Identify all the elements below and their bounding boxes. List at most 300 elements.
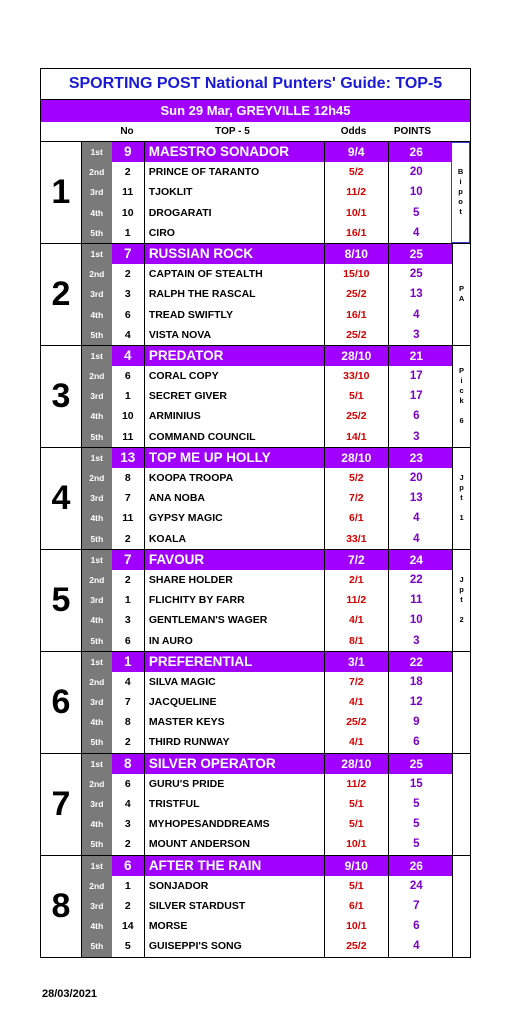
horse-name: KOOPA TROOPA xyxy=(148,472,234,484)
race-number: 6 xyxy=(41,652,82,753)
runner-number: 11 xyxy=(112,427,145,447)
horse-name: TREAD SWIFTLY xyxy=(148,308,234,321)
bet-type-letter: p xyxy=(458,187,463,197)
winner-row xyxy=(82,856,452,876)
runner-row xyxy=(82,406,452,426)
position-label: 3rd xyxy=(82,794,112,814)
points-value: 13 xyxy=(388,488,444,508)
runner-number: 13 xyxy=(112,448,145,468)
odds-value: 14/1 xyxy=(324,427,388,447)
odds-value: 7/2 xyxy=(324,550,388,570)
points-value: 26 xyxy=(388,142,444,162)
horse-name: GENTLEMAN'S WAGER xyxy=(148,614,268,627)
odds-value: 11/2 xyxy=(324,774,388,794)
horse-name: SONJADOR xyxy=(148,879,209,892)
horse-name: CAPTAIN OF STEALTH xyxy=(148,268,263,281)
horse-name: COMMAND COUNCIL xyxy=(148,430,256,443)
runner-row xyxy=(82,936,452,956)
odds-value: 15/10 xyxy=(324,264,388,284)
race-number: 1 xyxy=(41,142,82,243)
points-value: 24 xyxy=(388,876,444,896)
runner-number: 4 xyxy=(112,794,145,814)
odds-value: 7/2 xyxy=(324,672,388,692)
points-value: 5 xyxy=(388,794,444,814)
odds-value: 5/1 xyxy=(324,794,388,814)
odds-value: 4/1 xyxy=(324,692,388,712)
position-label: 4th xyxy=(82,610,112,630)
race-block xyxy=(41,652,470,754)
points-value: 25 xyxy=(388,754,444,774)
bet-type-label xyxy=(451,142,470,243)
race-number: 3 xyxy=(41,346,82,447)
horse-name: SILVER OPERATOR xyxy=(148,755,276,771)
race-number: 5 xyxy=(41,550,82,651)
runner-number: 10 xyxy=(112,203,145,223)
runner-row xyxy=(82,876,452,896)
horse-name: MORSE xyxy=(148,920,188,933)
runner-row xyxy=(82,814,452,834)
position-label: 5th xyxy=(82,936,112,956)
odds-value: 9/10 xyxy=(324,856,388,876)
runner-row xyxy=(82,916,452,936)
runner-number: 6 xyxy=(112,774,145,794)
horse-name: CIRO xyxy=(148,226,175,239)
position-label: 1st xyxy=(82,448,112,468)
bet-type-letter: c xyxy=(459,386,464,396)
horse-name: MASTER KEYS xyxy=(148,716,225,729)
odds-value: 5/1 xyxy=(324,876,388,896)
runner-number: 1 xyxy=(112,223,145,243)
horse-name: FLICHITY BY FARR xyxy=(148,594,245,607)
race-rows xyxy=(82,754,452,855)
runner-row xyxy=(82,732,452,752)
odds-value: 28/10 xyxy=(324,754,388,774)
position-label: 1st xyxy=(82,550,112,570)
runner-row xyxy=(82,529,452,549)
odds-value: 5/2 xyxy=(324,162,388,182)
odds-value: 5/1 xyxy=(324,386,388,406)
bet-type-letter: P xyxy=(459,284,465,294)
odds-value: 10/1 xyxy=(324,834,388,854)
position-label: 1st xyxy=(82,652,112,672)
position-label: 5th xyxy=(82,631,112,651)
runner-number: 3 xyxy=(112,610,145,630)
position-label: 5th xyxy=(82,325,112,345)
points-value: 13 xyxy=(388,284,444,304)
odds-value: 11/2 xyxy=(324,182,388,202)
horse-name: SHARE HOLDER xyxy=(148,573,233,586)
points-value: 9 xyxy=(388,712,444,732)
position-label: 1st xyxy=(82,244,112,264)
race-block xyxy=(41,550,470,652)
position-label: 5th xyxy=(82,529,112,549)
position-label: 1st xyxy=(82,856,112,876)
horse-name: PREFERENTIAL xyxy=(148,653,253,669)
bet-type-letter: P xyxy=(459,366,465,376)
column-header-row xyxy=(41,122,470,142)
runner-number: 2 xyxy=(112,834,145,854)
horse-name: KOALA xyxy=(148,532,187,545)
points-value: 12 xyxy=(388,692,444,712)
runner-number: 1 xyxy=(112,652,145,672)
bet-type-letter: J xyxy=(459,473,464,483)
points-value: 4 xyxy=(388,223,444,243)
runner-number: 2 xyxy=(112,162,145,182)
points-value: 21 xyxy=(388,346,444,366)
horse-name: THIRD RUNWAY xyxy=(148,736,230,749)
runner-number: 6 xyxy=(112,856,145,876)
position-label: 3rd xyxy=(82,284,112,304)
horse-name: MYHOPESANDDREAMS xyxy=(148,818,270,831)
odds-value: 3/1 xyxy=(324,652,388,672)
bet-type-label xyxy=(452,652,470,753)
points-value: 4 xyxy=(388,508,444,528)
points-value: 10 xyxy=(388,182,444,202)
header-points: POINTS xyxy=(393,126,432,137)
points-value: 6 xyxy=(388,406,444,426)
race-rows xyxy=(82,856,452,957)
runner-number: 8 xyxy=(112,712,145,732)
runner-row xyxy=(82,590,452,610)
odds-value: 9/4 xyxy=(324,142,388,162)
race-rows xyxy=(82,550,452,651)
points-value: 20 xyxy=(388,468,444,488)
horse-name: AFTER THE RAIN xyxy=(148,857,262,873)
odds-value: 4/1 xyxy=(324,732,388,752)
runner-number: 6 xyxy=(112,305,145,325)
runner-row xyxy=(82,631,452,651)
odds-value: 16/1 xyxy=(324,223,388,243)
bet-type-letter: i xyxy=(460,376,463,386)
position-label: 3rd xyxy=(82,590,112,610)
points-value: 4 xyxy=(388,529,444,549)
odds-value: 5/1 xyxy=(324,814,388,834)
runner-row xyxy=(82,794,452,814)
runner-row xyxy=(82,692,452,712)
runner-number: 6 xyxy=(112,631,145,651)
runner-number: 3 xyxy=(112,814,145,834)
position-label: 1st xyxy=(82,754,112,774)
winner-row xyxy=(82,142,451,162)
position-label: 2nd xyxy=(82,264,112,284)
runner-number: 7 xyxy=(112,692,145,712)
position-label: 4th xyxy=(82,406,112,426)
runner-row xyxy=(82,284,452,304)
runner-number: 9 xyxy=(112,142,145,162)
runner-number: 3 xyxy=(112,284,145,304)
runner-row xyxy=(82,182,451,202)
points-value: 11 xyxy=(388,590,444,610)
runner-row xyxy=(82,223,451,243)
race-block xyxy=(41,754,470,856)
race-rows xyxy=(82,652,452,753)
position-label: 3rd xyxy=(82,896,112,916)
horse-name: RALPH THE RASCAL xyxy=(148,288,256,301)
horse-name: CORAL COPY xyxy=(148,370,219,383)
bet-type-label xyxy=(452,754,470,855)
points-value: 20 xyxy=(388,162,444,182)
winner-row xyxy=(82,448,452,468)
horse-name: GYPSY MAGIC xyxy=(148,512,223,525)
odds-value: 10/1 xyxy=(324,916,388,936)
bet-type-letter: 1 xyxy=(459,513,464,523)
horse-name: DROGARATI xyxy=(148,206,212,219)
odds-value: 25/2 xyxy=(324,406,388,426)
odds-value: 6/1 xyxy=(324,896,388,916)
race-rows xyxy=(82,244,452,345)
odds-value: 8/1 xyxy=(324,631,388,651)
bet-type-label xyxy=(452,244,470,345)
runner-number: 4 xyxy=(112,346,145,366)
runner-row xyxy=(82,468,452,488)
bet-type-letter: J xyxy=(459,575,464,585)
odds-value: 25/2 xyxy=(324,712,388,732)
runner-number: 7 xyxy=(112,244,145,264)
punters-guide-sheet xyxy=(40,68,471,958)
position-label: 3rd xyxy=(82,488,112,508)
header-odds: Odds xyxy=(340,126,367,137)
odds-value: 28/10 xyxy=(324,346,388,366)
position-label: 4th xyxy=(82,916,112,936)
position-label: 3rd xyxy=(82,386,112,406)
horse-name: TOP ME UP HOLLY xyxy=(148,449,271,465)
points-value: 15 xyxy=(388,774,444,794)
position-label: 2nd xyxy=(82,468,112,488)
race-rows xyxy=(82,142,451,243)
odds-value: 33/1 xyxy=(324,529,388,549)
position-label: 5th xyxy=(82,834,112,854)
points-value: 6 xyxy=(388,916,444,936)
footer-date: 28/03/2021 xyxy=(42,988,98,1000)
horse-name: TJOKLIT xyxy=(148,186,193,199)
horse-name: JACQUELINE xyxy=(148,696,217,709)
odds-value: 33/10 xyxy=(324,366,388,386)
runner-row xyxy=(82,570,452,590)
odds-value: 8/10 xyxy=(324,244,388,264)
odds-value: 10/1 xyxy=(324,203,388,223)
runner-number: 4 xyxy=(112,325,145,345)
points-value: 18 xyxy=(388,672,444,692)
position-label: 1st xyxy=(82,346,112,366)
runner-row xyxy=(82,834,452,854)
runner-number: 10 xyxy=(112,406,145,426)
winner-row xyxy=(82,346,452,366)
position-label: 3rd xyxy=(82,692,112,712)
position-label: 2nd xyxy=(82,876,112,896)
horse-name: RUSSIAN ROCK xyxy=(148,245,254,261)
race-meeting-subtitle: Sun 29 Mar, GREYVILLE 12h45 xyxy=(41,100,470,122)
horse-name: MOUNT ANDERSON xyxy=(148,838,250,851)
odds-value: 25/2 xyxy=(324,284,388,304)
points-value: 22 xyxy=(388,652,444,672)
points-value: 3 xyxy=(388,325,444,345)
bet-type-letter: t xyxy=(459,207,462,217)
race-rows xyxy=(82,346,452,447)
odds-value: 25/2 xyxy=(324,936,388,956)
horse-name: SILVA MAGIC xyxy=(148,675,216,688)
runner-number: 7 xyxy=(112,550,145,570)
runner-number: 2 xyxy=(112,570,145,590)
horse-name: TRISTFUL xyxy=(148,798,200,810)
points-value: 5 xyxy=(388,834,444,854)
race-number: 8 xyxy=(41,856,82,957)
points-value: 10 xyxy=(388,610,444,630)
bet-type-letter: 6 xyxy=(459,416,464,426)
winner-row xyxy=(82,652,452,672)
position-label: 5th xyxy=(82,732,112,752)
bet-type-letter: B xyxy=(457,167,464,177)
position-label: 2nd xyxy=(82,366,112,386)
runner-row xyxy=(82,610,452,630)
runner-number: 1 xyxy=(112,386,145,406)
bet-type-letter: t xyxy=(460,493,463,503)
runner-number: 4 xyxy=(112,672,145,692)
runner-number: 1 xyxy=(112,590,145,610)
horse-name: ANA NOBA xyxy=(148,492,206,505)
race-block xyxy=(41,448,470,550)
runner-row xyxy=(82,712,452,732)
runner-number: 11 xyxy=(112,508,145,528)
runner-number: 11 xyxy=(112,182,145,202)
position-label: 2nd xyxy=(82,162,112,182)
horse-name: GURU'S PRIDE xyxy=(148,777,225,790)
race-block xyxy=(41,244,470,346)
points-value: 4 xyxy=(388,936,444,956)
points-value: 5 xyxy=(388,814,444,834)
race-number: 2 xyxy=(41,244,82,345)
points-value: 25 xyxy=(388,244,444,264)
horse-name: MAESTRO SONADOR xyxy=(148,144,289,159)
runner-number: 2 xyxy=(112,264,145,284)
bet-type-letter: k xyxy=(459,396,464,406)
runner-number: 8 xyxy=(112,468,145,488)
points-value: 26 xyxy=(388,856,444,876)
position-label: 4th xyxy=(82,814,112,834)
runner-number: 1 xyxy=(112,876,145,896)
page-title: SPORTING POST National Punters' Guide: TOP-5 xyxy=(41,69,470,100)
odds-value: 7/2 xyxy=(324,488,388,508)
header-top5: TOP - 5 xyxy=(215,126,250,137)
horse-name: SECRET GIVER xyxy=(148,390,227,403)
odds-value: 6/1 xyxy=(324,508,388,528)
position-label: 2nd xyxy=(82,672,112,692)
race-block xyxy=(41,856,470,957)
runner-row xyxy=(82,162,451,182)
horse-name: FAVOUR xyxy=(148,551,205,567)
runner-row xyxy=(82,672,452,692)
points-value: 3 xyxy=(388,427,444,447)
bet-type-letter: t xyxy=(460,595,463,605)
bet-type-label xyxy=(452,856,470,957)
position-label: 2nd xyxy=(82,570,112,590)
race-block xyxy=(41,346,470,448)
runner-number: 5 xyxy=(112,936,145,956)
horse-name: PREDATOR xyxy=(148,347,224,363)
position-label: 2nd xyxy=(82,774,112,794)
winner-row xyxy=(82,244,452,264)
odds-value: 28/10 xyxy=(324,448,388,468)
points-value: 23 xyxy=(388,448,444,468)
race-number: 4 xyxy=(41,448,82,549)
race-block xyxy=(41,142,470,244)
race-number: 7 xyxy=(41,754,82,855)
points-value: 22 xyxy=(388,570,444,590)
winner-row xyxy=(82,754,452,774)
header-no: No xyxy=(120,126,134,137)
runner-row xyxy=(82,203,451,223)
horse-name: VISTA NOVA xyxy=(148,328,212,341)
horse-name: ARMINIUS xyxy=(148,410,201,423)
runner-row xyxy=(82,305,452,325)
bet-type-letter: A xyxy=(458,294,465,304)
position-label: 4th xyxy=(82,508,112,528)
runner-row xyxy=(82,264,452,284)
odds-value: 11/2 xyxy=(324,590,388,610)
position-label: 4th xyxy=(82,712,112,732)
bet-type-letter: p xyxy=(459,483,464,493)
bet-type-letter: p xyxy=(459,585,464,595)
horse-name: IN AURO xyxy=(148,634,193,647)
runner-number: 2 xyxy=(112,529,145,549)
points-value: 25 xyxy=(388,264,444,284)
runner-row xyxy=(82,366,452,386)
runner-row xyxy=(82,325,452,345)
horse-name: GUISEPPI'S SONG xyxy=(148,940,242,953)
position-label: 4th xyxy=(82,203,112,223)
race-rows xyxy=(82,448,452,549)
odds-value: 25/2 xyxy=(324,325,388,345)
position-label: 3rd xyxy=(82,182,112,202)
position-label: 4th xyxy=(82,305,112,325)
odds-value: 5/2 xyxy=(324,468,388,488)
runner-number: 14 xyxy=(112,916,145,936)
runner-row xyxy=(82,896,452,916)
winner-row xyxy=(82,550,452,570)
runner-row xyxy=(82,427,452,447)
races-table xyxy=(41,142,470,957)
bet-type-label xyxy=(452,550,470,651)
runner-row xyxy=(82,386,452,406)
points-value: 24 xyxy=(388,550,444,570)
bet-type-letter: o xyxy=(458,197,463,207)
position-label: 1st xyxy=(82,142,112,162)
points-value: 3 xyxy=(388,631,444,651)
runner-number: 2 xyxy=(112,732,145,752)
bet-type-letter: i xyxy=(459,177,462,187)
position-label: 5th xyxy=(82,223,112,243)
runner-number: 7 xyxy=(112,488,145,508)
runner-number: 8 xyxy=(112,754,145,774)
bet-type-label xyxy=(452,346,470,447)
points-value: 17 xyxy=(388,366,444,386)
runner-row xyxy=(82,774,452,794)
runner-row xyxy=(82,508,452,528)
runner-row xyxy=(82,488,452,508)
bet-type-label xyxy=(452,448,470,549)
position-label: 5th xyxy=(82,427,112,447)
runner-number: 2 xyxy=(112,896,145,916)
points-value: 5 xyxy=(388,203,444,223)
odds-value: 2/1 xyxy=(324,570,388,590)
points-value: 6 xyxy=(388,732,444,752)
runner-number: 6 xyxy=(112,366,145,386)
points-value: 4 xyxy=(388,305,444,325)
points-value: 17 xyxy=(388,386,444,406)
odds-value: 4/1 xyxy=(324,610,388,630)
horse-name: SILVER STARDUST xyxy=(148,899,246,912)
odds-value: 16/1 xyxy=(324,305,388,325)
bet-type-letter: 2 xyxy=(459,615,464,625)
